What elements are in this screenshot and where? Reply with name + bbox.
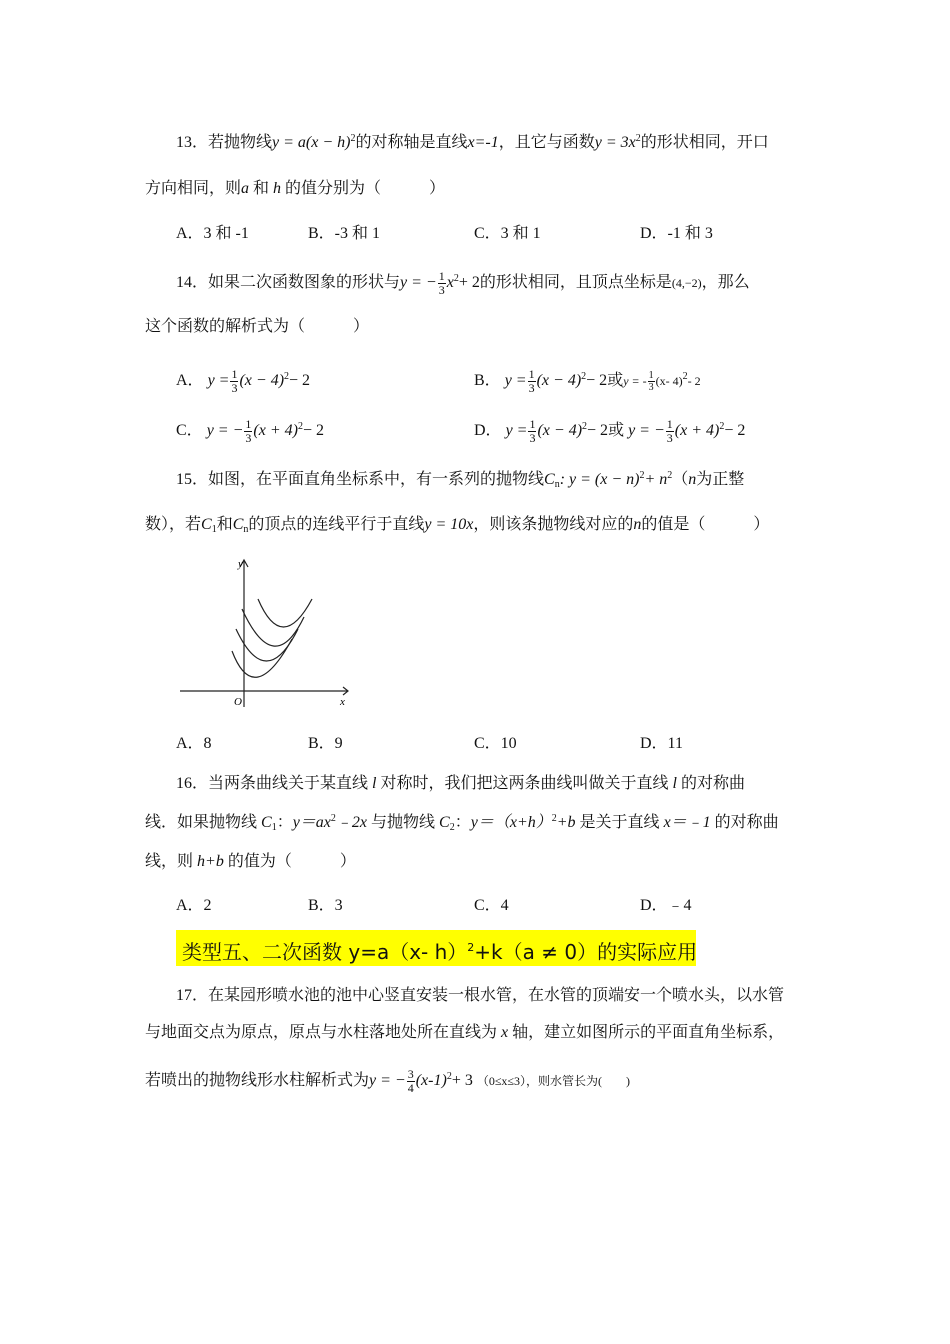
q17-line2: 与地面交点为原点，原点与水柱落地处所在直线为 x 轴，建立如图所示的平面直角坐标系， (145, 1024, 785, 1041)
option-b[interactable]: B．-3 和 1 (308, 225, 381, 242)
fraction: $\frac{1}{3}$ (438, 268, 445, 297)
option-a[interactable]: A．2 (176, 897, 212, 914)
parabola-figure (170, 555, 360, 715)
option-c[interactable]: C．10 (474, 735, 517, 752)
parabola-3 (242, 609, 304, 646)
question-number: 13． (176, 134, 209, 151)
option-d[interactable]: D．-1 和 3 (640, 225, 713, 242)
option-d[interactable]: D．﹣4 (640, 897, 692, 914)
option-a[interactable]: A．3 和 -1 (176, 225, 249, 242)
q14-line2: 这个函数的解析式为（ ） (145, 318, 370, 335)
q15-line2: 数），若$C_1$和$C_n$的顶点的连线平行于直线y = 10x，则该条抛物线对应的n的值是（ ） (145, 516, 770, 535)
q13-line2: 方向相同，则a 和 h 的值分别为（ ） (145, 180, 446, 197)
q15-line1: 15．如图，在平面直角坐标系中，有一系列的抛物线$C_n$: $y = (x - n)^2+ n^2(n$为正整 (176, 470, 745, 490)
section-heading: 类型五、二次函数 y=a（x- h）$^2$+k（a ≠ 0）的实际应用 (176, 930, 696, 966)
option-b[interactable]: B． y = $\frac{1}{3}$ $(x - 4)^2- 2$或y = - $\frac{1}{3}$ (x- 4)$^2$- 2 (474, 366, 701, 395)
q17-line1: 17．在某园形喷水池的池中心竖直安装一根水管，在水管的顶端安一个喷水头，以水管 (176, 987, 785, 1004)
parabola-2 (236, 629, 298, 661)
q14-line1: 14．如果二次函数图象的形状与y = − $\frac{1}{3}$ $x^2+ 2$的形状相同，且顶点坐标是(4,−2)，那么 (176, 268, 750, 297)
option-a[interactable]: A． y = $\frac{1}{3}$ $(x - 4)^2- 2$ (176, 366, 311, 395)
y-label: y (238, 558, 243, 570)
q17-line3: 若喷出的抛物线形水柱解析式为y = − $\frac{3}{4}$ $(x-1)^2+ 3$ （0≤x≤3），则水管长为( ) (145, 1066, 631, 1095)
parabola-4 (258, 599, 312, 627)
x-label: x (340, 696, 345, 708)
option-c[interactable]: C．4 (474, 897, 509, 914)
option-d[interactable]: D．11 (640, 735, 683, 752)
origin-label: O (234, 696, 242, 708)
option-b[interactable]: B．9 (308, 735, 343, 752)
q13-line1: 13．若抛物线$y = a(x - h)^2$的对称轴是直线x=-1，且它与函数$y = 3x^2$的形状相同，开口 (176, 133, 769, 151)
option-c[interactable]: C． y = − $\frac{1}{3}$ $(x + 4)^2- 2$ (176, 416, 324, 445)
option-a[interactable]: A．8 (176, 735, 212, 752)
q16-line1: 16．当两条曲线关于某直线 l 对称时，我们把这两条曲线叫做关于直线 l 的对称曲 (176, 775, 745, 792)
option-c[interactable]: C．3 和 1 (474, 225, 541, 242)
option-d[interactable]: D． y = $\frac{1}{3}$ $(x - 4)^2- 2$或 y = − $\frac{1}{3}$ $(x + 4)^2- 2$ (474, 416, 746, 445)
q16-line3: 线，则 h+b 的值为（ ） (145, 853, 356, 870)
option-b[interactable]: B．3 (308, 897, 343, 914)
q16-line2: 线．如果抛物线 $C_1$：$y=ax^2﹣2x$ 与抛物线 $C_2$：$y=(x+h)^2+b$ 是关于直线 x＝﹣1 的对称曲 (145, 813, 779, 833)
